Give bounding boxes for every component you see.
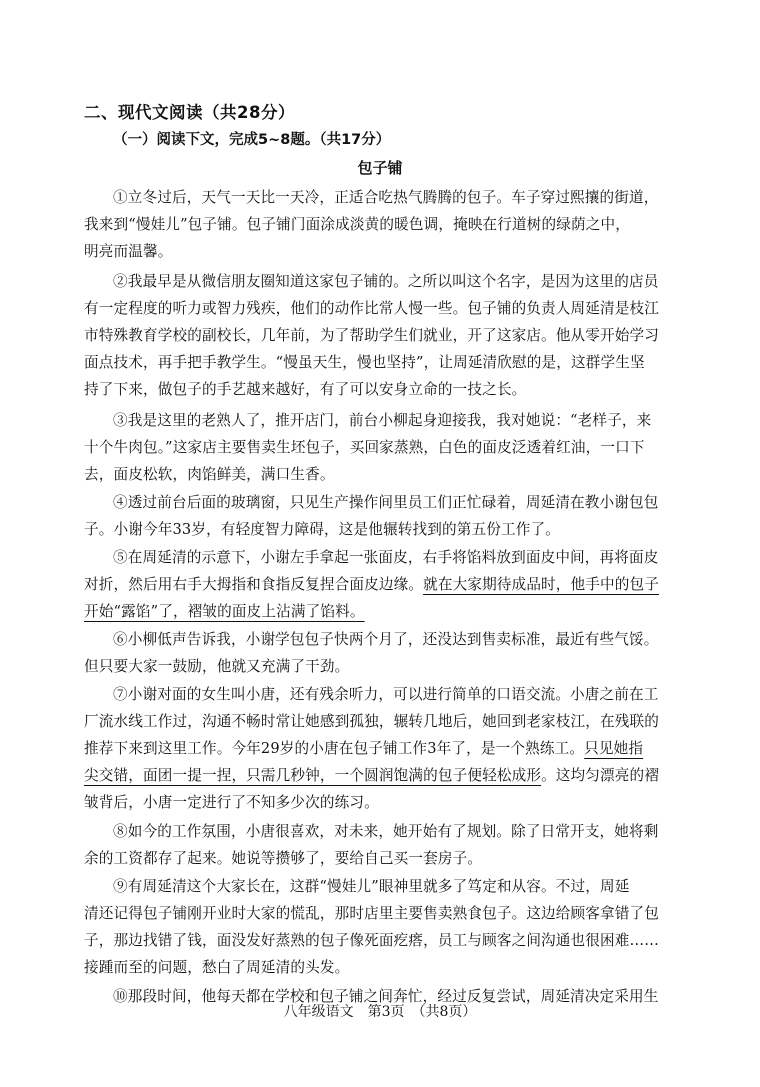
text-segment: ⑧如今的工作氛围，小唐很喜欢，对未来，她开始有了规划。除了日常开支，她将剩 <box>113 823 659 840</box>
text-segment: 有一定程度的听力或智力残疾，他们的动作比常人慢一些。包子铺的负责人周延清是枝江 <box>84 300 660 317</box>
text-line <box>84 436 645 457</box>
text-line <box>113 820 659 841</box>
text-line <box>113 491 659 512</box>
text-line <box>113 270 659 291</box>
text-line <box>113 186 659 207</box>
text-segment: 对折，然后用右手大拇指和食指反复捏合面皮边缘。 <box>84 576 424 593</box>
text-line <box>84 764 659 785</box>
text-segment: 厂流水线工作过，沟通不畅时常让她感到孤独，辗转几地后，她回到老家枝江，在残联的 <box>84 713 660 730</box>
text-segment: ②我最早是从微信朋友圈知道这家包子铺的。之所以叫这个名字，是因为这里的店员 <box>113 273 659 290</box>
text-segment: ⑤在周延清的示意下，小谢左手拿起一张面皮，右手将馅料放到面皮中间，再将面皮 <box>113 549 659 566</box>
text-line <box>84 710 659 731</box>
text-line <box>113 409 651 430</box>
text-line <box>84 929 659 950</box>
text-segment: 皱背后，小唐一定进行了不知多少次的练习。 <box>84 794 379 811</box>
text-segment: 明亮而温馨。 <box>84 243 173 260</box>
text-line <box>84 240 172 261</box>
text-segment: ④透过前台后面的玻璃窗，只见生产操作间里员工们正忙碌着，周延清在教小谢包包 <box>113 494 659 511</box>
text-line <box>84 956 349 977</box>
text-line <box>84 324 659 345</box>
text-segment: 但只要大家一鼓励，他就又充满了干劲。 <box>84 658 350 675</box>
text-line <box>84 297 659 318</box>
text-segment: ①立冬过后，天气一天比一天冷，正适合吃热气腾腾的包子。车子穿过熙攘的街道， <box>113 189 659 206</box>
page-footer: 八年级语文 第3页 （共8页） <box>283 1004 477 1020</box>
text-segment: ⑥小柳低声告诉我，小谢学包包子快两个月了，还没达到售卖标准，最近有些气馁。 <box>113 631 659 648</box>
text-segment: 子。小谢今年33岁，有轻度智力障碍，这是他辗转找到的第五份工作了。 <box>84 521 560 538</box>
text-segment: ③我是这里的老熟人了，推开店门，前台小柳起身迎接我，我对她说：“老样子，来 <box>113 412 652 429</box>
text-line <box>84 791 379 812</box>
text-line <box>113 546 659 567</box>
text-segment: ⑩那段时间，他每天都在学校和包子铺之间奔忙，经过反复尝试，周延清决定采用生 <box>113 988 659 1005</box>
text-segment: 子，那边找错了钱，面没发好蒸熟的包子像死面疙瘩，员工与顾客之间沟通也很困难…… <box>84 932 660 949</box>
text-line <box>84 351 645 372</box>
text-line <box>84 902 659 923</box>
text-segment: ⑨有周延清这个大家长在，这群“慢娃儿”眼神里就多了笃定和从容。不过，周延 <box>113 878 630 895</box>
text-segment: 持了下来，做包子的手艺越来越好，有了可以安身立命的一技之长。 <box>84 381 527 398</box>
text-segment: 市特殊教育学校的副校长，几年前，为了帮助学生们就业，开了这家店。他从零开始学习 <box>84 327 660 344</box>
text-segment: 我来到“慢娃儿”包子铺。包子铺门面涂成淡黄的暖色调，掩映在行道树的绿荫之中， <box>84 216 630 233</box>
underlined-sentence: 就在大家期待成品时，他手中的包子 <box>423 576 660 593</box>
text-segment: ⑦小谢对面的女生叫小唐，还有残余听力，可以进行简单的口语交流。小唐之前在工 <box>113 686 659 703</box>
text-line <box>84 847 482 868</box>
question-instruction: （一）阅读下文，完成5~8题。（共17分） <box>113 132 391 148</box>
text-segment: 推荐下来到这里工作。今年29岁的小唐在包子铺工作3年了，是一个熟练工。 <box>84 740 585 757</box>
text-segment: 面点技术，再手把手教学生。“慢虽天生，慢也坚持”，让周延清欣慰的是，这群学生坚 <box>84 354 645 371</box>
text-line <box>84 600 365 621</box>
underlined-sentence: 开始“露馅”了，褶皱的面皮上沾满了馅料。 <box>84 603 365 620</box>
section-title: 二、现代文阅读（共28分） <box>84 103 295 122</box>
text-line <box>84 737 643 758</box>
text-segment: 清还记得包子铺刚开业时大家的慌乱，那时店里主要售卖熟食包子。这边给顾客拿错了包 <box>84 905 660 922</box>
text-line <box>84 518 560 539</box>
text-line <box>113 683 659 704</box>
text-segment: 。这均匀漂亮的褶 <box>541 767 660 784</box>
text-segment: 十个牛肉包。”这家店主要售卖生坯包子，买回家蒸熟，白色的面皮泛透着红油，一口下 <box>84 439 645 456</box>
text-line <box>84 213 630 234</box>
text-segment: 接踵而至的问题，愁白了周延清的头发。 <box>84 959 350 976</box>
underlined-sentence: 只见她指 <box>584 740 644 757</box>
text-line <box>84 378 526 399</box>
text-line <box>84 463 335 484</box>
text-segment: 余的工资都存了起来。她说等攒够了，要给自己买一套房子。 <box>84 850 483 867</box>
text-segment: 去，面皮松软，肉馅鲜美，满口生香。 <box>84 466 335 483</box>
text-line <box>113 628 659 649</box>
underlined-sentence: 尖交错，面团一提一捏，只需几秒钟，一个圆润饱满的包子便轻松成形 <box>84 767 542 784</box>
text-line <box>84 655 349 676</box>
text-line <box>84 573 659 594</box>
text-line <box>113 875 630 896</box>
essay-title: 包子铺 <box>357 159 403 177</box>
